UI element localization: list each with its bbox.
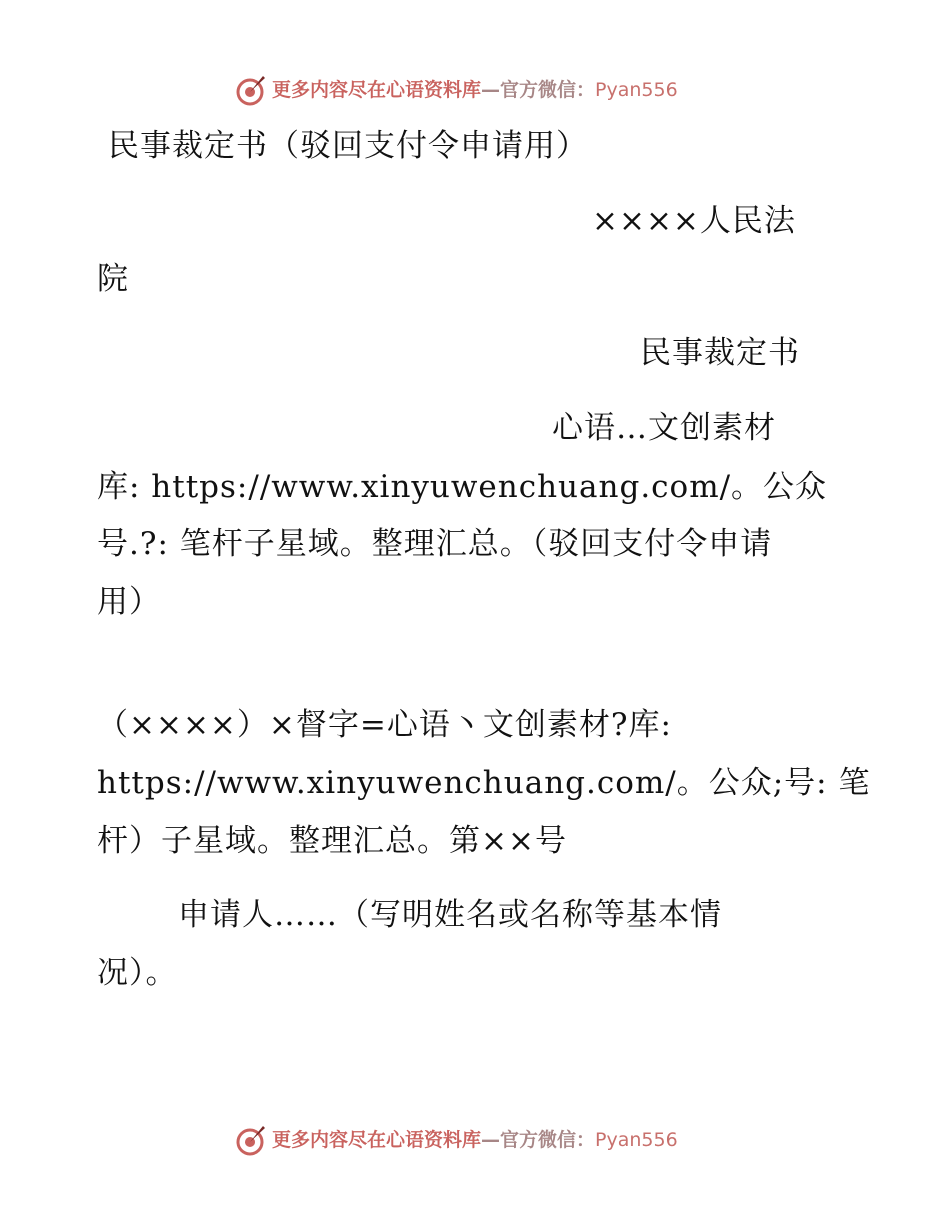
- banner-wechat-id: Pyan556: [595, 79, 678, 101]
- court-name-line1: ××××人民法: [592, 203, 796, 239]
- paragraph-1-line-1: 心语…文创素材: [552, 410, 776, 446]
- paragraph-3-line-2: 况）。: [97, 955, 178, 991]
- banner-sub-text: 官方微信：: [500, 1129, 596, 1151]
- banner-wechat-id: Pyan556: [595, 1129, 678, 1151]
- court-name-line2: 院: [97, 261, 129, 297]
- banner-main-text: 更多内容尽在心语资料库: [272, 79, 482, 101]
- footer-banner: [0, 1120, 950, 1160]
- quill-logo-icon: [236, 1123, 266, 1157]
- paragraph-2-line-3: 杆）子星域。整理汇总。第××号: [97, 823, 567, 859]
- banner-dash: —: [481, 79, 501, 101]
- header-banner: [0, 70, 950, 110]
- paragraph-2-line-2: https://www.xinyuwenchuang.com/。公众;号: 笔: [97, 765, 871, 801]
- paragraph-3-line-1: 申请人……（写明姓名或名称等基本情: [178, 897, 722, 933]
- document-title: 民事裁定书（驳回支付令申请用）: [108, 128, 588, 164]
- document-heading: 民事裁定书: [640, 335, 800, 371]
- quill-logo-icon: [236, 73, 266, 107]
- banner-text: [272, 78, 678, 102]
- paragraph-2-line-1: （××××）×督字=心语丶文创素材?库:: [97, 707, 672, 743]
- paragraph-1-line-2: 库: https://www.xinyuwenchuang.com/。公众: [97, 469, 828, 505]
- paragraph-1-line-3: 号.?: 笔杆子星域。整理汇总。（驳回支付令申请: [97, 526, 773, 562]
- banner-text: [272, 1128, 678, 1152]
- banner-main-text: 更多内容尽在心语资料库: [272, 1129, 482, 1151]
- paragraph-1-line-4: 用）: [97, 584, 161, 620]
- banner-dash: —: [481, 1129, 501, 1151]
- banner-sub-text: 官方微信：: [500, 79, 596, 101]
